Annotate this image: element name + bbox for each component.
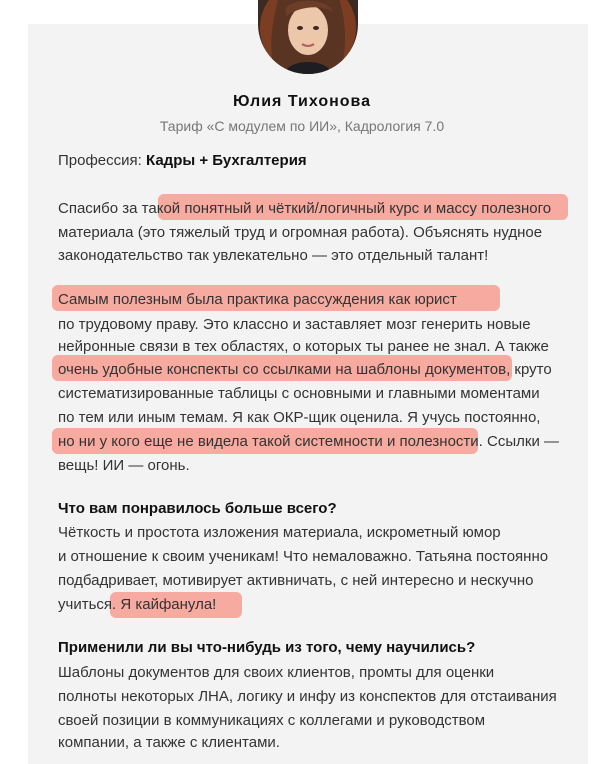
review-line: систематизированные таблицы с основными и главными моментами xyxy=(58,385,540,402)
answer-line: полноты некоторых ЛНА, логику и инфу из конспектов для отстаивания xyxy=(58,688,557,705)
answer-line: своей позиции в коммуникациях с коллегами и руководством xyxy=(58,712,486,729)
review-line: вещь! ИИ — огонь. xyxy=(58,457,190,474)
answer-line: компании, а также с клиентами. xyxy=(58,734,280,751)
tariff-label: Тариф «С модулем по ИИ», Кадрология 7.0 xyxy=(159,118,445,134)
answer-line: Чёткость и простота изложения материала, искрометный юмор xyxy=(58,524,501,541)
review-line: Спасибо за такой понятный и чёткий/логичный курс и массу полезного xyxy=(58,200,552,217)
review-line: по трудовому праву. Это классно и заставляет мозг генерить новые xyxy=(58,316,531,333)
answer-line: подбадривает, мотивирует активничать, с ней интересно и нескучно xyxy=(58,572,534,589)
answer-line: учиться. Я кайфанула! xyxy=(58,596,217,613)
profession-line xyxy=(58,150,307,172)
review-line: материала (это тяжелый труд и огромная работа). Объяснять нудное xyxy=(58,224,543,241)
review-line: законодательство так увлекательно — это отдельный талант! xyxy=(58,247,489,264)
reviewer-name: Юлия Тихонова xyxy=(232,93,372,110)
question-heading: Применили ли вы что-нибудь из того, чему научились? xyxy=(58,639,476,656)
review-line: Самым полезным была практика рассуждения как юрист xyxy=(58,291,457,308)
review-line: очень удобные конспекты со ссылками на шаблоны документов, круто xyxy=(58,361,552,378)
answer-line: и отношение к своим ученикам! Что немаловажно. Татьяна постоянно xyxy=(58,548,549,565)
question-heading: Что вам понравилось больше всего? xyxy=(58,500,337,517)
profession-label: Профессия: xyxy=(58,152,146,169)
review-line: нейронные связи в тех областях, о которых ты ранее не знал. А также xyxy=(58,338,549,355)
review-line: но ни у кого еще не видела такой системности и полезности. Ссылки — xyxy=(58,433,559,450)
answer-line: Шаблоны документов для своих клиентов, промты для оценки xyxy=(58,664,495,681)
profession-value: Кадры + Бухгалтерия xyxy=(146,152,307,169)
review-line: по тем или иным темам. Я как ОКР-щик оценила. Я учусь постоянно, xyxy=(58,409,541,426)
